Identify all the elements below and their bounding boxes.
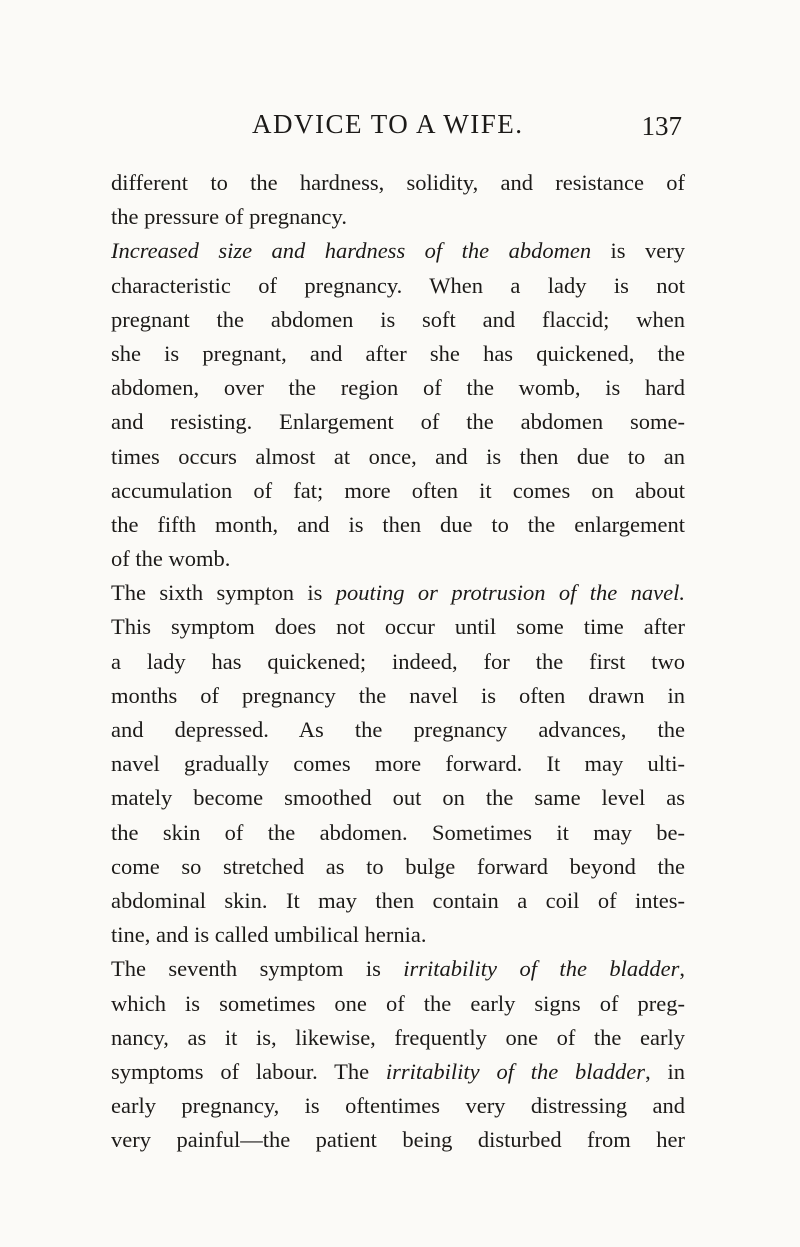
running-head <box>252 104 682 144</box>
line-text: very painful—the patient being disturbed from her <box>111 1127 685 1153</box>
line-text: navel gradually comes more forward. It may ulti- <box>111 751 685 777</box>
line-text: a lady has quickened; indeed, for the first two <box>111 648 685 674</box>
text-line <box>111 405 685 439</box>
line-text: The sixth sympton is <box>111 580 336 606</box>
text-line <box>111 645 685 679</box>
line-text: come so stretched as to bulge forward beyond the <box>111 853 685 879</box>
line-text: The seventh symptom is <box>111 956 404 982</box>
italic-phrase: irritability of the bladder <box>403 956 680 982</box>
text-line <box>111 781 685 815</box>
text-line <box>111 166 685 200</box>
text-line <box>111 303 685 337</box>
line-text: the fifth month, and is then due to the enlargement <box>111 511 685 537</box>
text-line <box>111 610 685 644</box>
line-text: nancy, as it is, likewise, frequently one of the early <box>111 1024 685 1050</box>
text-line <box>111 1055 685 1089</box>
line-text: , in <box>645 1058 685 1084</box>
text-line <box>111 1021 685 1055</box>
line-text: which is sometimes one of the early signs of preg- <box>111 990 685 1016</box>
line-text: times occurs almost at once, and is then due to an <box>111 443 685 469</box>
text-line <box>111 508 685 542</box>
text-line <box>111 542 685 576</box>
text-line <box>111 747 685 781</box>
line-text: early pregnancy, is oftentimes very distressing and <box>111 1093 685 1119</box>
line-text: and depressed. As the pregnancy advances, the <box>111 717 685 742</box>
text-line <box>111 850 685 884</box>
line-text: she is pregnant, and after she has quickened, the <box>111 340 685 366</box>
line-text: characteristic of pregnancy. When a lady is not <box>111 272 685 298</box>
line-text: different to the hardness, solidity, and resistance of <box>111 170 685 195</box>
text-line <box>111 234 685 268</box>
text-line <box>111 713 685 747</box>
text-line <box>111 816 685 850</box>
page-number: 137 <box>641 111 682 141</box>
running-title: ADVICE TO A WIFE. <box>252 109 524 139</box>
line-text: symptoms of labour. The <box>111 1058 386 1084</box>
line-text: accumulation of fat; more often it comes on about <box>111 477 685 503</box>
line-text: months of pregnancy the navel is often drawn in <box>111 682 685 708</box>
line-text: abdominal skin. It may then contain a coil of intes- <box>111 887 685 913</box>
text-line <box>111 987 685 1021</box>
text-line <box>111 1089 685 1123</box>
italic-phrase: pouting or protrusion of the navel. <box>335 580 685 606</box>
text-line <box>111 440 685 474</box>
line-text: This symptom does not occur until some time after <box>111 614 685 640</box>
text-line <box>111 918 685 952</box>
line-text: of the womb. <box>111 546 231 572</box>
line-text: abdomen, over the region of the womb, is hard <box>111 375 685 401</box>
line-text: , <box>679 956 685 982</box>
text-line <box>111 474 685 508</box>
text-line <box>111 1123 685 1157</box>
text-line <box>111 269 685 303</box>
line-text: is very <box>591 238 685 264</box>
line-text: and resisting. Enlargement of the abdomen some- <box>111 409 685 435</box>
text-line <box>111 952 685 986</box>
body-text <box>111 166 685 1157</box>
text-line <box>111 679 685 713</box>
italic-phrase: Increased size and hardness of the abdomen <box>111 238 592 264</box>
text-line <box>111 576 685 610</box>
line-text: tine, and is called umbilical hernia. <box>111 922 427 948</box>
line-text: the pressure of pregnancy. <box>111 204 347 230</box>
text-line <box>111 200 685 234</box>
text-line <box>111 371 685 405</box>
line-text: pregnant the abdomen is soft and flaccid; when <box>111 306 685 332</box>
text-line <box>111 884 685 918</box>
text-line <box>111 337 685 371</box>
italic-phrase: irritability of the bladder <box>385 1058 646 1084</box>
line-text: mately become smoothed out on the same level as <box>111 785 685 811</box>
line-text: the skin of the abdomen. Sometimes it may be- <box>111 819 685 845</box>
